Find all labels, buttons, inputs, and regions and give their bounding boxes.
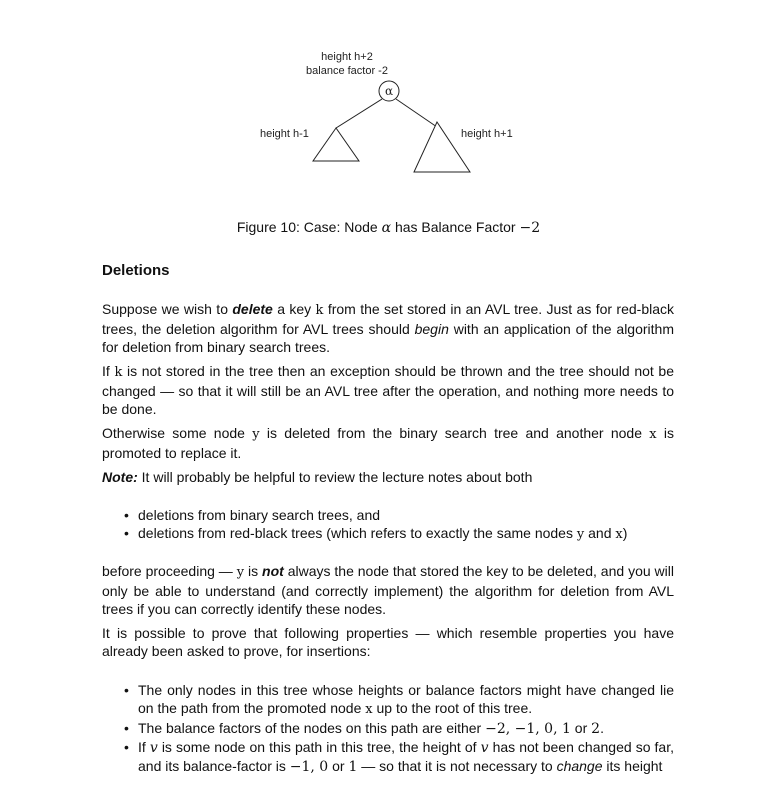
- list2-item1-text-2: up to the root of this tree.: [372, 700, 533, 716]
- list-item: [124, 506, 674, 524]
- list2-item3-values: −1, 0: [289, 759, 329, 775]
- list2-item3-text-4: or: [328, 758, 349, 774]
- list2-item2-text-3: .: [600, 720, 604, 736]
- figure-caption: [0, 219, 777, 236]
- list2-change-emph: change: [556, 758, 603, 774]
- paragraph-intro: [102, 300, 674, 356]
- p4-text-1: It will probably be helpful to review the lecture notes about both: [137, 469, 533, 485]
- p1-text-2: a key: [272, 301, 316, 317]
- left-subtree-triangle: [313, 128, 359, 161]
- p1-k: k: [315, 303, 324, 318]
- p1-text-1: Suppose we wish to: [102, 301, 233, 317]
- list1-item1-text: deletions from binary search trees, and: [138, 507, 381, 523]
- paragraph-note: [102, 468, 674, 486]
- p5-text-2: is: [244, 563, 263, 579]
- section-heading: Deletions: [102, 262, 170, 279]
- list2-item3-text-6: its height: [602, 758, 663, 774]
- root-height-label: height h+2: [321, 51, 373, 63]
- p5-text-1: before proceeding —: [102, 563, 237, 579]
- list-item: [124, 738, 674, 776]
- list2-item2-text-1: The balance factors of the nodes on this path are either: [138, 720, 486, 736]
- list2-x: x: [365, 702, 373, 717]
- left-edge: [336, 99, 382, 128]
- list2-item3-text-3: has not been changed so far, and its balance-factor is: [138, 739, 674, 774]
- list1-item2-text-2: and: [584, 525, 616, 541]
- paragraph-properties: [102, 624, 674, 660]
- p3-y: y: [252, 427, 260, 442]
- p1-delete-emph: delete: [232, 301, 273, 317]
- p3-text-1: Otherwise some node: [102, 425, 253, 441]
- paragraph-not-stored: [102, 362, 674, 418]
- properties-list: [124, 681, 674, 776]
- p1-text-4: with an application of the algorithm for deletion from binary search trees.: [102, 321, 674, 355]
- list-item: [124, 719, 674, 738]
- list-item: [124, 681, 674, 719]
- p3-x: x: [649, 427, 657, 442]
- root-balance-label: balance factor -2: [306, 65, 388, 77]
- left-subtree-label: height h-1: [260, 128, 309, 140]
- caption-text-1: Figure 10: Case: Node: [236, 219, 382, 235]
- list2-item3-one: 1: [348, 759, 358, 775]
- p2-text-1: If: [102, 363, 115, 379]
- p1-begin-emph: begin: [414, 321, 449, 337]
- p2-text-2: is not stored in the tree then an exception should be thrown and the tree should not be changed — so that it will still be an AVL tree after the operation, and nothing more needs to be done.: [102, 363, 675, 417]
- caption-text-2: has Balance Factor: [391, 219, 520, 235]
- right-subtree-label: height h+1: [461, 128, 513, 140]
- p5-text-3: always the node that stored the key to be deleted, and you will only be able to understand (and correctly implement) the algorithm for deletion from AVL trees if you can correctly identify these nodes.: [102, 563, 675, 617]
- list1-y: y: [576, 527, 585, 542]
- list2-item3-text-2: is some node on this path in this tree, the height of: [157, 739, 481, 755]
- paragraph-otherwise: [102, 424, 674, 462]
- p5-y: y: [236, 565, 245, 580]
- list2-item2-text-2: or: [570, 720, 592, 736]
- note-label: Note:: [102, 469, 138, 485]
- list2-item3-text-1: If: [138, 739, 150, 755]
- p1-text-3: from the set stored in an AVL tree. Just as for red-black trees, the deletion algorithm for AVL trees should: [102, 301, 675, 337]
- list2-v2: v: [480, 740, 489, 756]
- review-list: [124, 506, 674, 544]
- p3-text-3: is promoted to replace it.: [102, 425, 674, 461]
- list2-item3-text-5: — so that it is not necessary to: [357, 758, 557, 774]
- caption-alpha: α: [381, 220, 392, 236]
- p6-text-1: It is possible to prove that following properties — which resemble properties you have already been asked to prove, for insertions:: [102, 625, 674, 659]
- root-node-label: α: [384, 84, 394, 98]
- list2-item2-values: −2, −1, 0, 1: [485, 721, 571, 737]
- right-edge: [396, 99, 437, 127]
- list2-item2-last: 2: [591, 721, 601, 737]
- p3-text-2: is deleted from the binary search tree and another node: [259, 425, 650, 441]
- list-item: [124, 524, 674, 544]
- list1-item2-text-1: deletions from red-black trees (which refers to exactly the same nodes: [138, 525, 577, 541]
- list1-item2-text-3: ): [622, 525, 628, 541]
- list2-v: v: [149, 740, 158, 756]
- list2-item1-text-1: The only nodes in this tree whose heights or balance factors might have changed lie on the path from the promoted node: [138, 682, 674, 716]
- p2-k: k: [114, 365, 123, 380]
- p5-not-emph: not: [262, 563, 284, 579]
- paragraph-before-proceeding: [102, 562, 674, 618]
- avl-tree-diagram: [0, 0, 777, 200]
- caption-value: −2: [519, 220, 541, 236]
- list1-x: x: [615, 527, 623, 542]
